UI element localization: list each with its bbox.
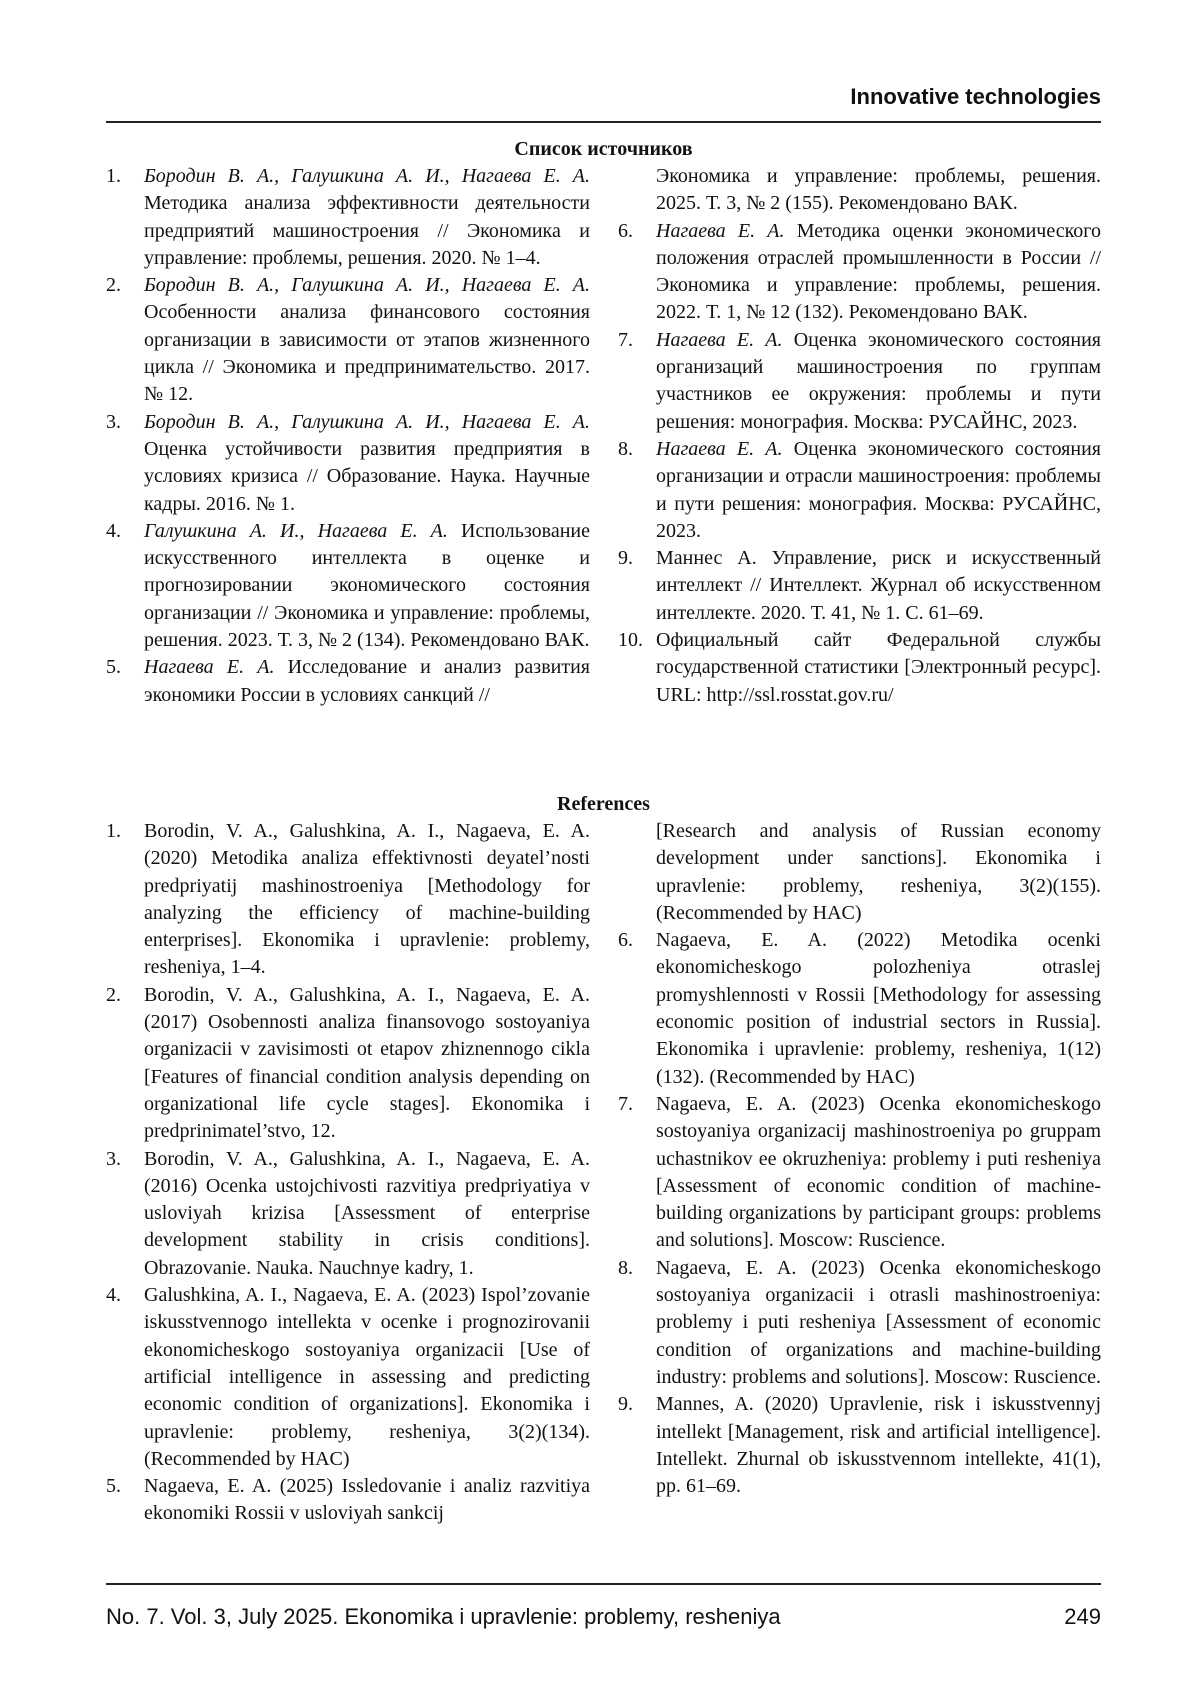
reference-text: Методика оценки экономического положения отраслей промышленности в России // Экономика и управление: проблемы, решения. 2022. Т. 1, № 12 (132). Рекомендовано ВАК. <box>656 219 1101 324</box>
reference-text: Borodin, V. A., Galushkina, A. I., Nagaeva, E. A. (2020) Metodika analiza effektivnosti deyatel’nosti predpriyatij mashinostroeniya [Methodology for analyzing the efficiency of machine-building enterprises]. Ekonomika i upravlenie: problemy, resheniya, 1–4. <box>144 820 590 979</box>
reference-number: 9. <box>618 547 633 570</box>
reference-number: 6. <box>618 219 633 242</box>
reference-text: Nagaeva, E. A. (2022) Metodika ocenki ekonomicheskogo polozheniya otraslej promyshlennosti v Rossii [Methodology for assessing economic position of industrial sectors in Russia]. Ekonomika i upravlenie: problemy, resheniya, 1(12)(132). (Recommended by HAC) <box>656 929 1101 1088</box>
reference-text: Borodin, V. A., Galushkina, A. I., Nagaeva, E. A. (2017) Osobennosti analiza finansovogo sostoyaniya organizacii v zavisimosti ot etapov zhiznennogo cikla [Features of financial condition analysis depending on organizational life cycle stages]. Ekonomika i predprinimatel’stvo, 12. <box>144 983 590 1143</box>
reference-text: Nagaeva, E. A. (2023) Ocenka ekonomicheskogo sostoyaniya organizacii i otrasli mashinostroeniya: problemy i puti resheniya [Assessment of economic condition of organizations and machine-building industry: problems and solutions]. Moscow: Ruscience. <box>656 1256 1101 1388</box>
reference-item <box>106 1473 590 1528</box>
reference-text: Исследование и анализ развития экономики России в условиях санкций // <box>144 656 590 706</box>
reference-text: Маннес А. Управление, риск и искусственный интеллект // Интеллект. Журнал об искусственном интеллекте. 2020. Т. 41, № 1. С. 61–69. <box>656 547 1101 624</box>
reference-number: 6. <box>618 929 633 952</box>
reference-text: Nagaeva, E. A. (2025) Issledovanie i analiz razvitiya ekonomiki Rossii v usloviyah sankcij <box>144 1475 590 1525</box>
reference-text: Оценка экономического состояния организаций машиностроения по группам участников ее окружения: проблемы и пути решения: монография. Москва: РУСАЙНС, 2023. <box>656 328 1101 433</box>
reference-item <box>106 409 590 518</box>
reference-number: 8. <box>618 1256 633 1279</box>
reference-authors: Бородин В. А., Галушкина А. И., Нагаева Е. А. <box>144 410 590 433</box>
ru-right-column <box>618 163 1101 709</box>
reference-number: 8. <box>618 437 633 460</box>
reference-authors: Бородин В. А., Галушкина А. И., Нагаева Е. А. <box>144 165 590 187</box>
reference-continuation: [Research and analysis of Russian economy development under sanctions]. Ekonomika i upravlenie: problemy, resheniya, 3(2)(155). (Recommended by HAC) <box>656 820 1101 924</box>
reference-item <box>618 927 1101 1091</box>
reference-number: 4. <box>106 1284 121 1307</box>
reference-number: 7. <box>618 1092 633 1115</box>
reference-text: Оценка экономического состояния организации и отрасли машиностроения: проблемы и пути решения: монография. Москва: РУСАЙНС, 2023. <box>656 437 1101 542</box>
reference-authors: Нагаева Е. А. <box>656 219 785 242</box>
reference-authors: Нагаева Е. А. <box>656 328 783 351</box>
reference-item <box>618 327 1101 436</box>
reference-item <box>618 1255 1101 1391</box>
reference-item <box>106 1146 590 1282</box>
en-references-title: References <box>557 793 650 815</box>
reference-number: 7. <box>618 328 633 351</box>
reference-item <box>106 982 590 1146</box>
ru-references-title: Список источников <box>514 138 693 160</box>
reference-number: 1. <box>106 820 121 842</box>
reference-item <box>106 1282 590 1473</box>
reference-item <box>106 272 590 408</box>
reference-item <box>618 545 1101 627</box>
footer-journal: No. 7. Vol. 3, July 2025. Ekonomika i upravlenie: problemy, resheniya <box>106 1604 781 1629</box>
running-header: Innovative technologies <box>850 84 1101 109</box>
reference-authors: Галушкина А. И., Нагаева Е. А. <box>144 519 448 542</box>
reference-item <box>618 1091 1101 1255</box>
reference-text: Оценка устойчивости развития предприятия в условиях кризиса // Образование. Наука. Научные кадры. 2016. № 1. <box>144 437 590 515</box>
header-rule <box>106 121 1101 123</box>
reference-authors: Нагаева Е. А. <box>656 437 783 460</box>
reference-text: Использование искусственного интеллекта в оценке и прогнозировании экономического состояния организации // Экономика и управление: проблемы, решения. 2023. Т. 3, № 2 (134). Рекомендовано ВАК. <box>144 519 590 652</box>
reference-text: Borodin, V. A., Galushkina, A. I., Nagaeva, E. A. (2016) Ocenka ustojchivosti razvitiya predpriyatiya v usloviyah krizisa [Assessment of enterprise development stability in crisis conditions]. Obrazovanie. Nauka. Nauchnye kadry, 1. <box>144 1147 590 1279</box>
reference-number: 5. <box>106 1475 121 1498</box>
reference-item <box>106 518 590 654</box>
reference-text: Nagaeva, E. A. (2023) Ocenka ekonomicheskogo sostoyaniya organizacij mashinostroeniya po gruppam uchastnikov ee okruzheniya: problemy i puti resheniya [Assessment of economic condition of machine-building organizations by participant groups: problems and solutions]. Moscow: Ruscience. <box>656 1092 1101 1252</box>
reference-item <box>106 163 590 272</box>
reference-authors: Бородин В. А., Галушкина А. И., Нагаева Е. А. <box>144 274 590 297</box>
reference-item <box>106 818 590 982</box>
page-number: 249 <box>1064 1604 1101 1629</box>
reference-item <box>106 654 590 709</box>
reference-text: Mannes, A. (2020) Upravlenie, risk i iskusstvennyj intellekt [Management, risk and artificial intelligence]. Intellekt. Zhurnal ob iskusstvennom intellekte, 41(1), pp. 61–69. <box>656 1393 1101 1498</box>
reference-item <box>618 1391 1101 1500</box>
reference-item <box>618 218 1101 327</box>
reference-text: Galushkina, A. I., Nagaeva, E. A. (2023) Ispol’zovanie iskusstvennogo intellekta v ocenke i prognozirovanii ekonomicheskogo sostoyaniya organizacii [Use of artificial intelligence in assessing and predicting economic condition of organizations]. Ekonomika i upravlenie: problemy, resheniya, 3(2)(134). (Recommended by HAC) <box>144 1284 590 1470</box>
reference-continuation: Экономика и управление: проблемы, решения. 2025. Т. 3, № 2 (155). Рекомендовано ВАК. <box>656 165 1101 215</box>
reference-number: 2. <box>106 983 121 1006</box>
reference-number: 1. <box>106 165 121 187</box>
footer-rule <box>106 1583 1101 1585</box>
en-right-column <box>618 818 1101 1500</box>
reference-number: 5. <box>106 656 121 679</box>
reference-number: 9. <box>618 1393 633 1416</box>
reference-item <box>618 627 1101 709</box>
reference-number: 3. <box>106 410 121 433</box>
en-left-column <box>106 818 590 1528</box>
reference-text: Официальный сайт Федеральной службы государственной статистики [Электронный ресурс]. URL: http://ssl.rosstat.gov.ru/ <box>656 629 1101 706</box>
reference-authors: Нагаева Е. А. <box>144 656 275 679</box>
reference-item <box>618 436 1101 545</box>
reference-number: 4. <box>106 519 121 542</box>
reference-text: Особенности анализа финансового состояния организации в зависимости от этапов жизненного цикла // Экономика и предпринимательство. 2017. № 12. <box>144 301 590 406</box>
ru-left-column <box>106 163 590 709</box>
reference-text: Методика анализа эффективности деятельности предприятий машиностроения // Экономика и управление: проблемы, решения. 2020. № 1–4. <box>144 192 590 269</box>
reference-number: 2. <box>106 274 121 297</box>
reference-number: 10. <box>618 629 643 652</box>
reference-number: 3. <box>106 1147 121 1170</box>
